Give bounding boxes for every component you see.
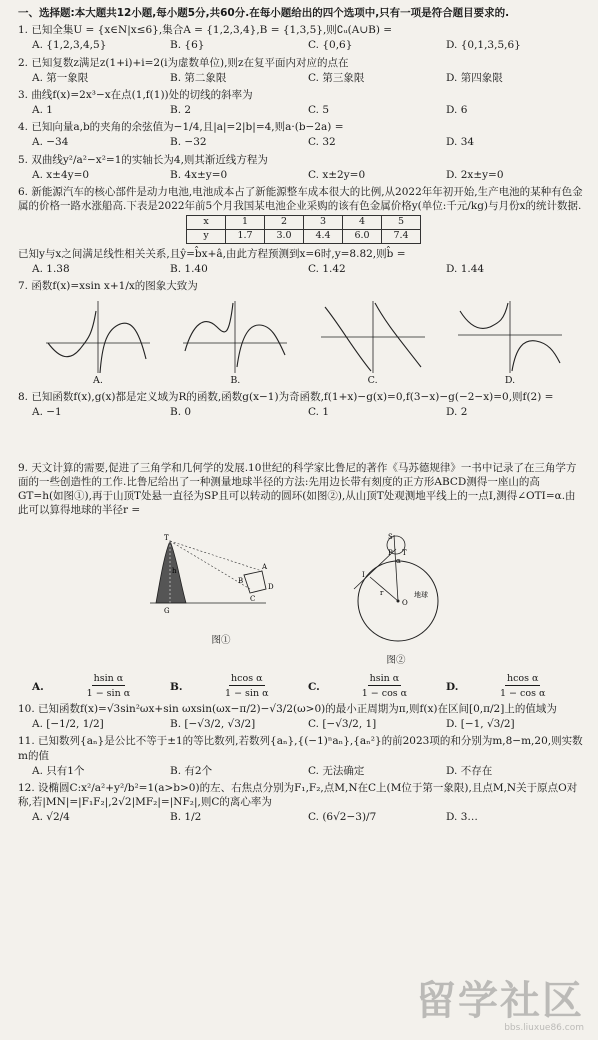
question-6 <box>18 185 584 276</box>
option-b: B. 有2个 <box>170 764 213 777</box>
option-d: D. [−1, √3/2] <box>446 718 515 731</box>
table-cell: 2 <box>265 216 304 230</box>
option-a: A. x±4y=0 <box>32 168 90 181</box>
option-c: C. 1.42 <box>308 263 346 276</box>
question-4 <box>18 120 584 149</box>
label-r: r <box>380 589 384 598</box>
fraction <box>186 674 308 699</box>
option-b: B. 4x±y=0 <box>170 168 228 181</box>
question-stem-continued: 已知y与x之间满足线性相关关系,且ŷ=b̂x+â,由此方程预测到x=6时,y=8.82,则b̂ = <box>18 247 406 260</box>
option-b: B. 1/2 <box>170 811 202 824</box>
option-letter: B. <box>170 680 183 693</box>
earth-circle-diagram <box>336 531 456 651</box>
table-cell: 7.4 <box>382 230 421 244</box>
option-c: C. x±2y=0 <box>308 168 366 181</box>
question-1 <box>18 23 584 52</box>
graph-option-d <box>454 297 566 388</box>
fraction <box>323 674 446 699</box>
label-t2: T <box>402 549 407 558</box>
option-letter: C. <box>308 680 320 693</box>
question-stem: 9. 天文计算的需要,促进了三角学和几何学的发展.10世纪的科学家比鲁尼的著作《马苏德规律》一书中记录了在三角学方面的一些创造性的工作.比鲁尼给出了一种测量地球半径的方法:先用边长带有刻度的正方形ABCD测得一座山的高GT=h(如图①),再于山顶T处悬一直径为SP且可以转动的圆环(如图②),从山顶T处观测地平线上的一点I,测得∠OTI=α.由此可以算得地球的半径r = <box>18 461 577 517</box>
option-a: A. √2/4 <box>32 811 70 824</box>
question-3 <box>18 88 584 117</box>
option-d: D. 34 <box>446 136 475 149</box>
option-row <box>18 71 584 85</box>
q9-figures <box>18 531 584 668</box>
graph-label: D. <box>504 375 516 387</box>
option-row <box>18 168 584 182</box>
graph-label: C. <box>367 375 378 387</box>
question-stem: 11. 已知数列{aₙ}是公比不等于±1的等比数列,若数列{aₙ},{(−1)ⁿaₙ},{aₙ²}的前2023项的和分别为m,8−m,20,则实数m的值 <box>18 735 583 762</box>
graph-label: B. <box>230 375 241 387</box>
option-a: A. −34 <box>32 136 69 149</box>
numerator: hcos α <box>506 673 539 685</box>
option-d: D. 第四象限 <box>446 71 503 84</box>
label-a: A <box>262 563 268 572</box>
graph-option-c <box>317 297 429 388</box>
question-8 <box>18 390 584 419</box>
option-a: A. {1,2,3,4,5} <box>32 39 107 52</box>
mountain-square-diagram <box>146 531 296 631</box>
label-t: T <box>164 534 169 543</box>
option-row <box>18 717 584 731</box>
option-b: B. {6} <box>170 39 205 52</box>
table-cell: 4.4 <box>304 230 343 244</box>
option-d: D. 2x±y=0 <box>446 168 504 181</box>
graph-option-a <box>42 297 154 388</box>
question-10 <box>18 702 584 731</box>
watermark-logo <box>416 974 584 1034</box>
table-row <box>187 230 421 244</box>
table-header-cell: x <box>187 216 226 230</box>
figure-1 <box>146 531 296 668</box>
graph-options <box>18 293 584 388</box>
label-g: G <box>164 607 170 616</box>
question-9 <box>18 461 584 700</box>
option-c: C. (6√2−3)/7 <box>308 811 377 824</box>
option-d: D. {0,1,3,5,6} <box>446 39 521 52</box>
question-stem: 1. 已知全集U = {x∈N|x≤6},集合A = {1,2,3,4},B = {1,3,5},则∁ᵤ(A∪B) = <box>18 24 393 37</box>
watermark-url: bbs.liuxue86.com <box>504 1022 584 1033</box>
option-row <box>18 103 584 117</box>
question-5 <box>18 153 584 182</box>
figure-2-caption: 图② <box>386 655 406 667</box>
option-c: C. 第三象限 <box>308 71 365 84</box>
option-b: B. −32 <box>170 136 207 149</box>
option-a: A. 1.38 <box>32 263 70 276</box>
question-stem: 3. 曲线f(x)=2x³−x在点(1,f(1))处的切线的斜率为 <box>18 88 253 101</box>
table-cell: 6.0 <box>343 230 382 244</box>
option-b <box>170 674 308 699</box>
option-d: D. 不存在 <box>446 764 493 777</box>
option-a: A. 1 <box>32 104 53 117</box>
option-d: D. 3… <box>446 811 478 824</box>
graph-option-b <box>179 297 291 388</box>
label-earth: 地球 <box>414 591 428 600</box>
numerator: hcos α <box>231 673 263 685</box>
question-stem: 10. 已知函数f(x)=√3sin²ωx+sin ωxsin(ωx−π/2)−√3/2(ω>0)的最小正周期为π,则f(x)在区间[0,π/2]上的值域为 <box>18 703 557 716</box>
option-b: B. 第二象限 <box>170 71 227 84</box>
graph-b-plot <box>179 297 291 377</box>
section-header: 一、选择题:本大题共12小题,每小题5分,共60分.在每小题给出的四个选项中,只有一项是符合题目要求的. <box>18 7 510 19</box>
table-cell: 3.0 <box>265 230 304 244</box>
option-a: A. [−1/2, 1/2] <box>32 718 104 731</box>
option-c: C. {0,6} <box>308 39 353 52</box>
option-letter: A. <box>32 680 44 693</box>
option-row <box>18 38 584 52</box>
table-cell: 1 <box>226 216 265 230</box>
graph-c-plot <box>317 297 429 377</box>
option-a: A. 第一象限 <box>32 71 89 84</box>
fraction <box>461 674 584 699</box>
table-cell: 1.7 <box>226 230 265 244</box>
option-c: C. 32 <box>308 136 336 149</box>
denominator: 1 − sin α <box>225 687 269 699</box>
option-d: D. 6 <box>446 104 468 117</box>
option-row <box>18 405 584 419</box>
option-c: C. 无法确定 <box>308 764 365 777</box>
option-row <box>18 764 584 778</box>
denominator: 1 − cos α <box>499 687 546 699</box>
question-7 <box>18 279 584 388</box>
question-stem: 6. 新能源汽车的核心部件是动力电池,电池成本占了新能源整车成本很大的比例,从2022年年初开始,生产电池的某种有色金属的价格一路水涨船高.下表是2022年前5个月我国某电池企业采购的该有色金属价格y(单位:千元/kg)与月份x的统计数据. <box>18 185 583 213</box>
data-table <box>186 215 421 244</box>
question-stem: 8. 已知函数f(x),g(x)都是定义域为R的函数,函数g(x−1)为奇函数,f(1+x)−g(x)=0,f(3−x)−g(−2−x)=0,则f(2) = <box>18 391 554 404</box>
label-i: I <box>362 571 365 580</box>
label-o: O <box>402 599 408 608</box>
option-c: C. 1 <box>308 406 330 419</box>
graph-a-plot <box>42 297 154 377</box>
label-p: P <box>388 549 393 558</box>
figure-1-caption: 图① <box>211 635 231 647</box>
question-stem: 2. 已知复数z满足z(1+i)+i=2(i为虚数单位),则z在复平面内对应的点在 <box>18 56 349 69</box>
option-a: A. −1 <box>32 406 62 419</box>
question-stem: 4. 已知向量a,b的夹角的余弦值为−1/4,且|a|=2|b|=4,则a·(b−2a) = <box>18 121 344 134</box>
option-letter: D. <box>446 680 459 693</box>
option-c: C. [−√3/2, 1] <box>308 718 377 731</box>
option-b: B. [−√3/2, √3/2] <box>170 718 256 731</box>
table-cell: 3 <box>304 216 343 230</box>
label-h: h <box>172 567 177 576</box>
option-d: D. 2 <box>446 406 468 419</box>
question-stem: 7. 函数f(x)=xsin x+1/x的图象大致为 <box>18 280 198 293</box>
option-b: B. 1.40 <box>170 263 208 276</box>
table-cell: 4 <box>343 216 382 230</box>
option-b: B. 2 <box>170 104 192 117</box>
label-d: D <box>268 583 274 592</box>
figure-2 <box>336 531 456 668</box>
option-row <box>18 135 584 149</box>
question-stem: 12. 设椭圆C:x²/a²+y²/b²=1(a>b>0)的左、右焦点分别为F₁,F₂,点M,N在C上(M位于第一象限),且点M,N关于原点O对称,若|MN|=|F₁F₂|,2√2|MF₂|=|NF₂|,则C的离心率为 <box>18 781 578 809</box>
watermark-title: 留学社区 <box>416 977 584 1024</box>
option-a <box>32 674 170 699</box>
question-2 <box>18 56 584 85</box>
option-row <box>18 810 584 824</box>
question-12 <box>18 781 584 825</box>
table-row <box>187 216 421 230</box>
label-s: S <box>388 533 393 542</box>
exam-page <box>18 6 584 827</box>
question-11 <box>18 734 584 778</box>
graph-label: A. <box>93 375 103 387</box>
label-alpha: α <box>396 557 401 566</box>
graph-d-plot <box>454 297 566 377</box>
option-c <box>308 674 446 699</box>
option-b: B. 0 <box>170 406 192 419</box>
option-row <box>18 262 584 276</box>
option-row <box>18 674 584 699</box>
label-c: C <box>250 595 256 604</box>
option-d: D. 1.44 <box>446 263 485 276</box>
label-b: B <box>238 577 244 586</box>
option-a: A. 只有1个 <box>32 764 85 777</box>
option-c: C. 5 <box>308 104 330 117</box>
fraction <box>47 674 170 699</box>
numerator: hsin α <box>93 673 124 685</box>
question-stem: 5. 双曲线y²/a²−x²=1的实轴长为4,则其渐近线方程为 <box>18 153 268 166</box>
table-header-cell: y <box>187 230 226 244</box>
option-d <box>446 674 584 699</box>
denominator: 1 − sin α <box>86 687 131 699</box>
numerator: hsin α <box>369 673 400 685</box>
denominator: 1 − cos α <box>361 687 408 699</box>
table-cell: 5 <box>382 216 421 230</box>
